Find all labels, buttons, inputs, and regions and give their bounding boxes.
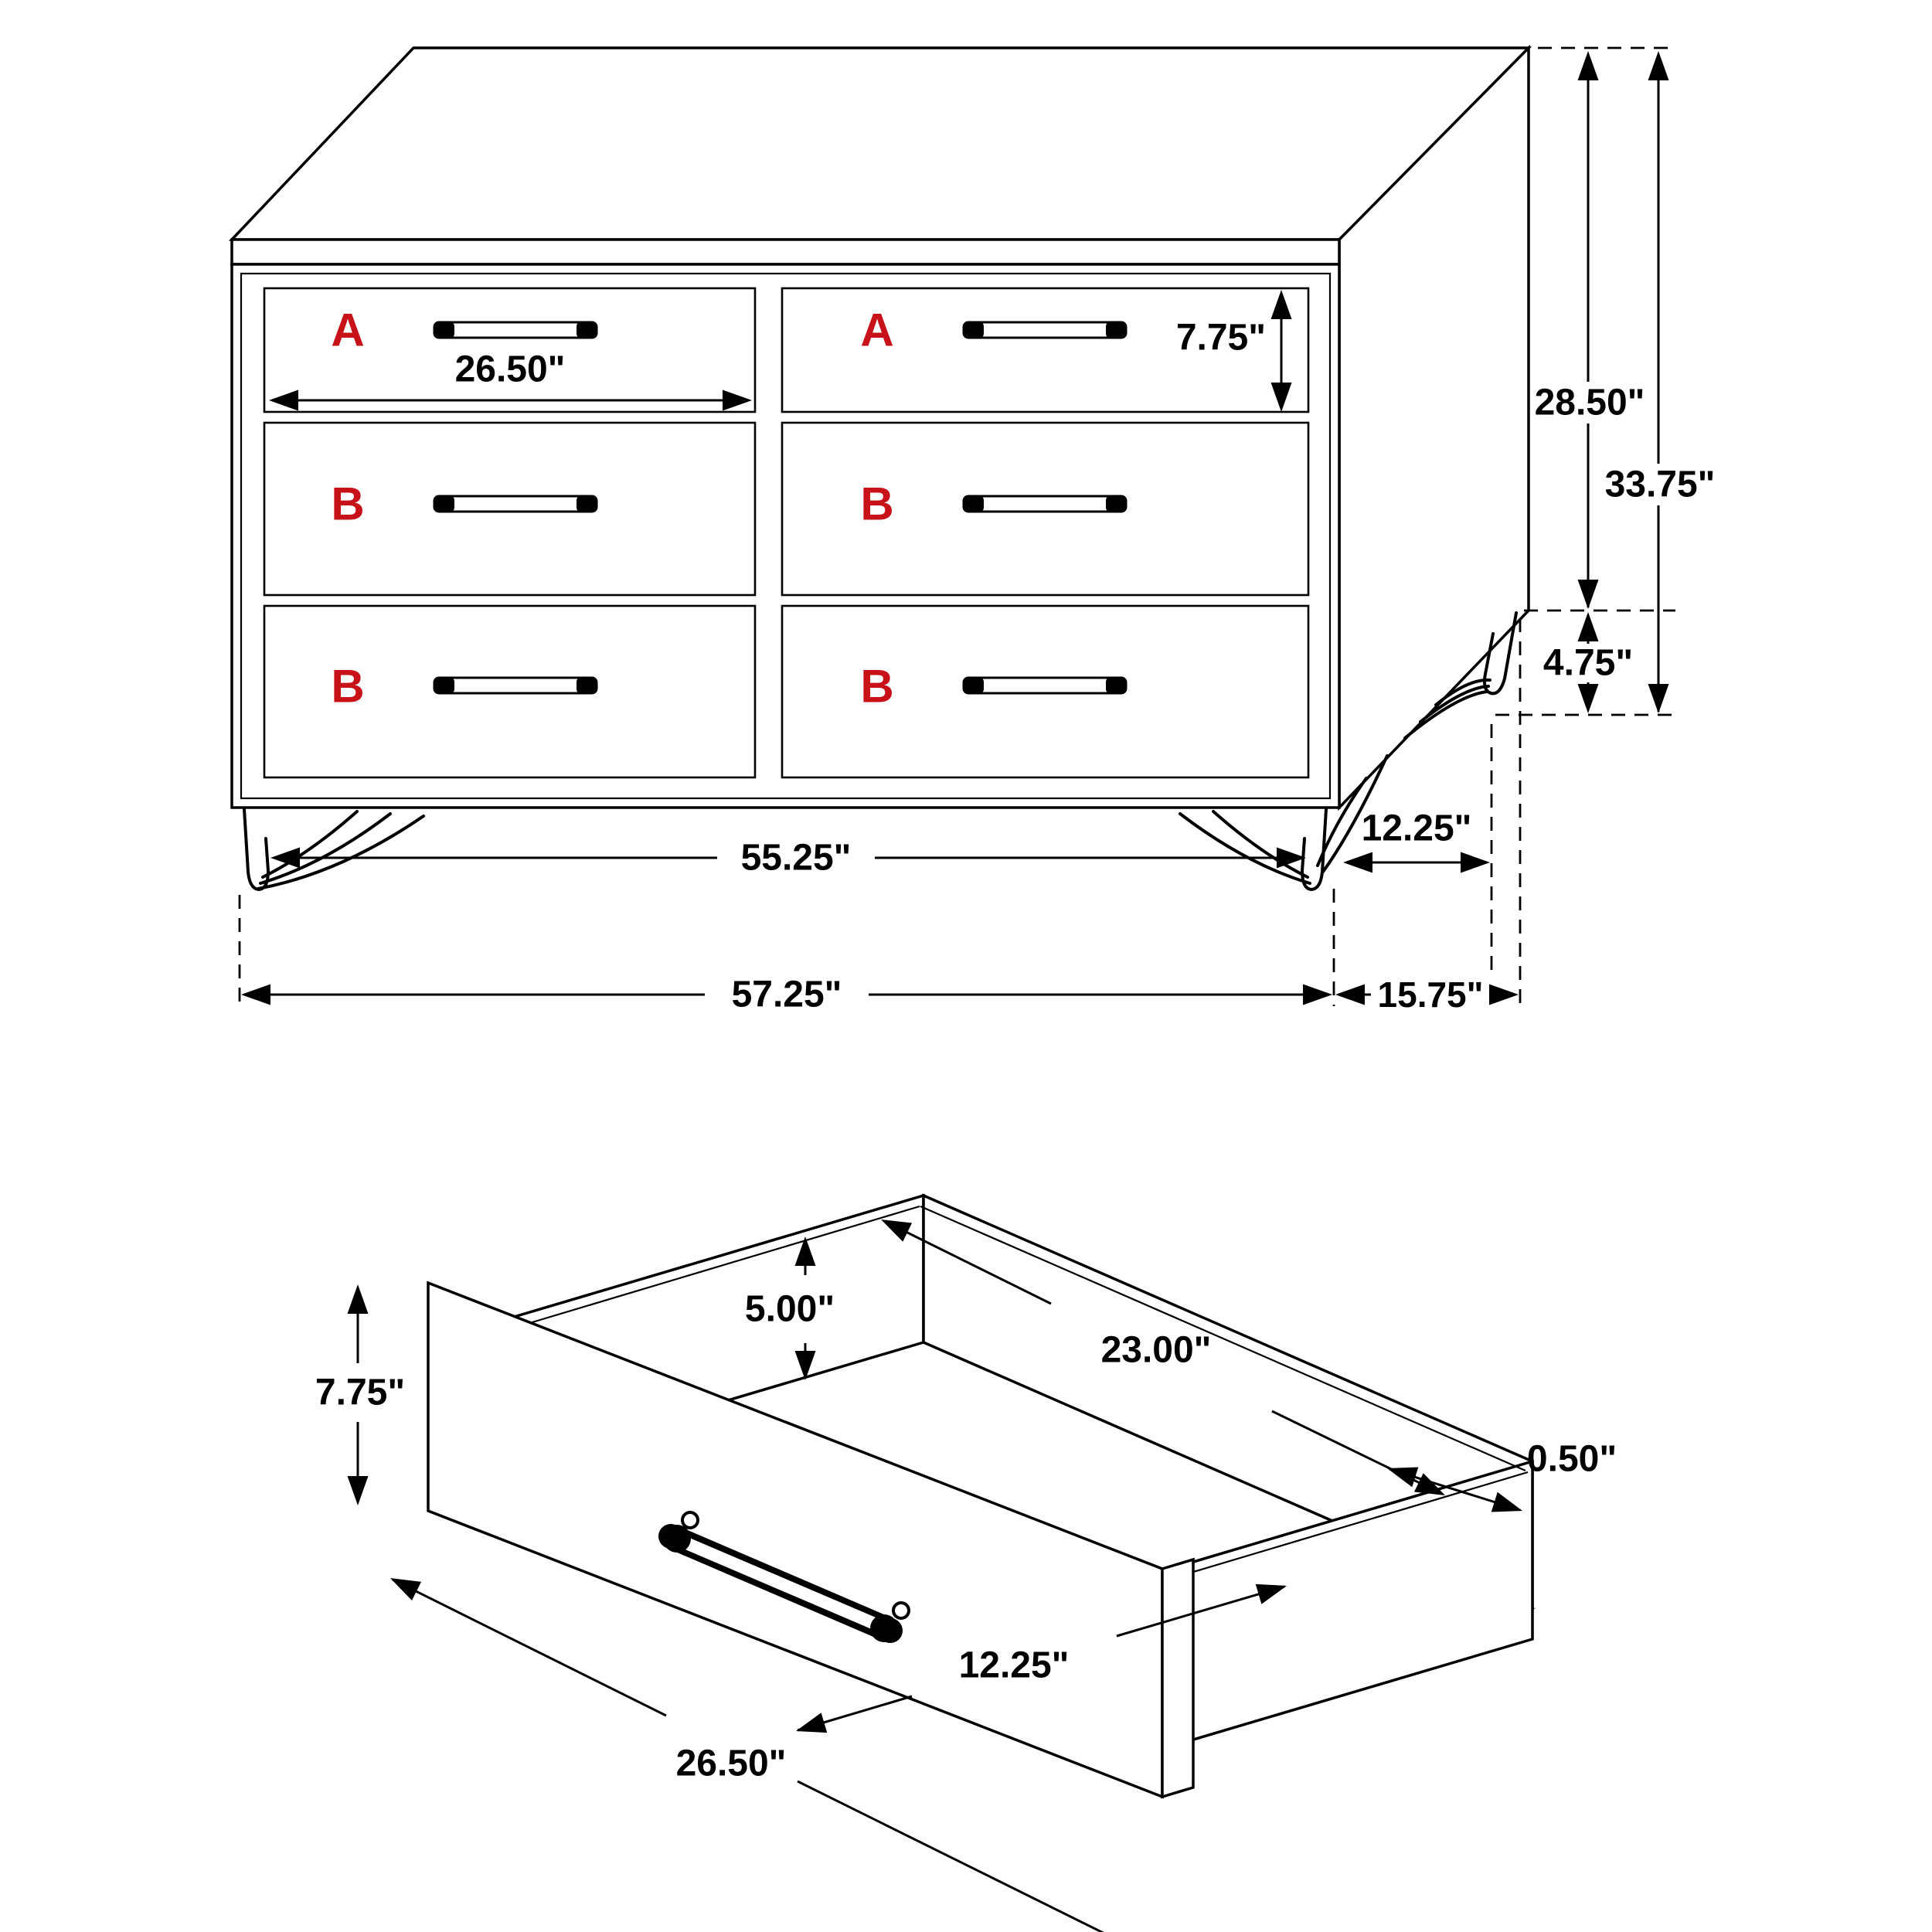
dim-body-height (1535, 51, 1645, 609)
dim-leg-height-label: 4.75" (1543, 642, 1634, 684)
dim-leg-span-label: 55.25" (740, 837, 852, 879)
drawer-label-b1: B (331, 478, 365, 530)
dim-front-width-label: 26.50" (675, 1743, 787, 1784)
dim-front-height (315, 1284, 405, 1505)
dim-drawer-height-label: 7.75" (1175, 317, 1266, 359)
dim-overall-height-label: 33.75" (1604, 464, 1716, 505)
drawer-detail-view (315, 1196, 1617, 1932)
dim-body-height-label: 28.50" (1534, 382, 1645, 423)
handle-end-cap (870, 1614, 898, 1642)
drawer-handle (964, 496, 1126, 512)
dim-overall-width (241, 975, 1332, 1015)
dim-interior-depth-label: 12.25" (958, 1645, 1070, 1686)
dim-front-height-label: 7.75" (315, 1372, 406, 1413)
drawer-handle (434, 678, 597, 693)
dresser-top-face (232, 48, 1529, 240)
dim-leg-depth (1343, 808, 1490, 873)
drawer-handle (964, 678, 1126, 693)
dim-drawer-width-label: 26.50" (454, 349, 566, 390)
drawer-front-panel-edge (1162, 1560, 1193, 1797)
dim-interior-length-label: 23.00" (1100, 1329, 1212, 1371)
drawer-handle (434, 322, 597, 338)
dresser-front-view (232, 48, 1715, 1015)
drawer-label-a2: A (860, 304, 894, 356)
dim-leg-height (1543, 612, 1633, 713)
dim-leg-depth-label: 12.25" (1361, 808, 1472, 849)
drawer-handle (964, 322, 1126, 338)
dim-leg-span (270, 838, 1306, 879)
drawer-label-a1: A (331, 304, 365, 356)
dresser-top-bevel (232, 240, 1339, 264)
drawer-label-b2: B (860, 478, 894, 530)
drawer-handle (434, 496, 597, 512)
dim-overall-width-label: 57.25" (731, 974, 842, 1015)
dim-overall-depth-label: 15.75" (1377, 975, 1484, 1015)
drawer-label-b3: B (331, 660, 365, 713)
dim-overall-depth (1335, 975, 1519, 1015)
drawer-label-b4: B (860, 660, 894, 713)
dim-panel-thickness-label: 0.50" (1526, 1438, 1617, 1480)
front-left-leg (244, 809, 423, 889)
dim-interior-height-label: 5.00" (744, 1288, 835, 1330)
handle-end-cap (663, 1525, 691, 1553)
